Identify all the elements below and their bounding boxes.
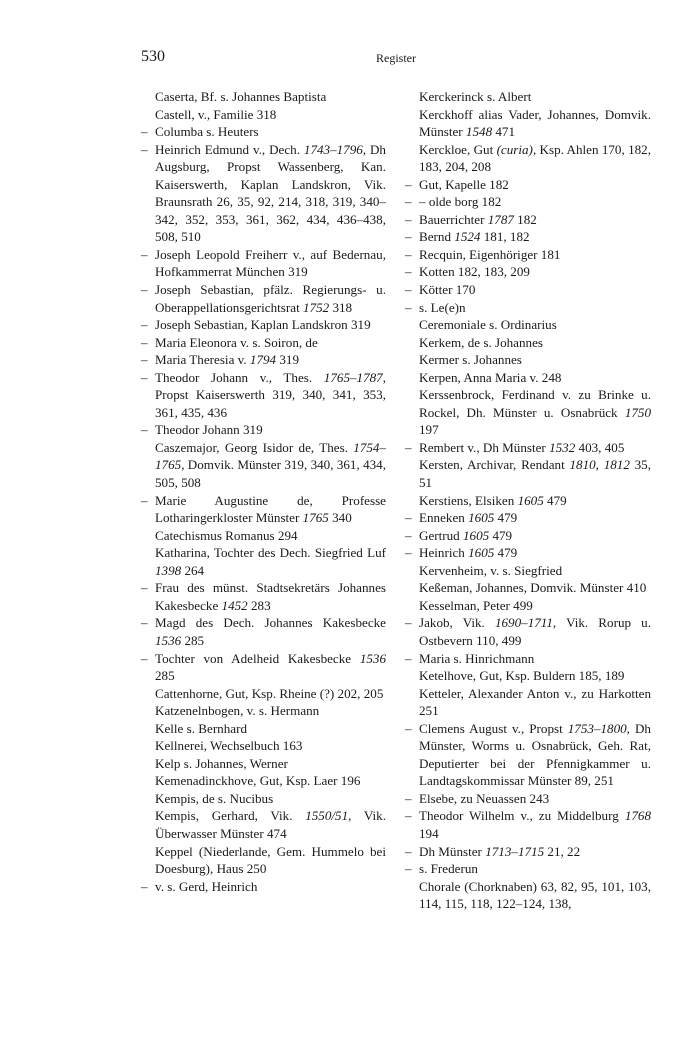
entry-text: Kerssenbrock, Ferdinand v. zu Brinke u. Rockel, Dh. Münster u. Osnabrück [419,387,651,420]
index-entry [141,106,386,124]
entry-text: Kerckerinck s. Albert [419,89,532,104]
entry-text: Marie Augustine de, Professe Lotharingerkloster Münster [155,492,386,526]
entry-text: , Vik. Rorup u. Ostbevern 110, 499 [419,615,651,648]
index-subentry [405,176,651,194]
index-subentry [405,860,651,878]
entry-dash: – [405,527,412,543]
page-number: 530 [141,48,165,65]
entry-text: 340 [328,510,352,526]
entry-text: Kempis, de s. Nucibus [155,790,274,806]
entry-dash: – [141,352,148,368]
entry-dash: – [405,176,412,192]
entry-text: Kelp s. Johannes, Werner [155,755,288,771]
entry-dash: – [141,422,148,438]
index-entry [141,544,386,579]
index-entry [141,720,386,738]
entry-date: 1532 [549,439,576,455]
entry-text: Dh Münster [419,843,486,859]
index-entry [405,878,651,913]
index-entry [141,772,386,790]
entry-text: , Domvik. Münster 319, 340, 361, 434, 505, 508 [155,457,386,491]
index-subentry [405,299,651,317]
entry-text: 479 [494,545,518,561]
index-subentry [405,193,651,211]
entry-dash: – [141,615,148,631]
entry-text: 479 [489,527,513,543]
entry-dash: – [405,264,412,280]
index-column-left [141,88,386,895]
index-entry [405,685,651,720]
entry-text: Clemens August v., Propst [419,720,568,736]
entry-date: 1713–1715 [485,843,545,859]
index-subentry [141,878,386,896]
entry-text: Kerpen, Anna Maria v. 248 [419,369,562,385]
entry-text: Kempis, Gerhard, Vik. [155,808,306,824]
entry-dash: – [141,369,148,385]
entry-text: s. Frederun [419,861,478,877]
entry-date: 1524 [454,229,481,245]
entry-dash: – [141,580,148,596]
entry-text: Castell, v., Familie 318 [155,106,277,122]
index-entry [405,141,651,176]
index-entry [141,755,386,773]
entry-date: 1605 [468,510,495,526]
entry-text: Elsebe, zu Neuassen 243 [419,790,550,806]
entry-text: 264 [181,562,205,578]
entry-text: Keppel (Niederlande, Gem. Hummelo bei Doesburg), Haus 250 [155,843,386,877]
index-subentry [405,509,651,527]
entry-date: 1810, 1812 [569,457,630,473]
entry-text: Joseph Sebastian, pfälz. Regierungs- u. Oberappellationsgerichtsrat [155,282,386,315]
entry-text: Bernd [419,229,455,245]
entry-text: Cattenhorne, Gut, Ksp. Rheine (?) 202, 205 [155,685,384,701]
entry-date: 1690–1711 [494,615,553,631]
entry-text: s. Le(e)n [419,299,466,315]
index-entry [405,386,651,439]
entry-text: Heinrich [419,545,469,561]
index-entry [141,685,386,703]
index-entry [141,439,386,492]
entry-dash: – [405,650,412,666]
index-subentry [141,334,386,352]
entry-text: Caszemajor, Georg Isidor de, Thes. [155,439,354,455]
entry-text: Kellnerei, Wechselbuch 163 [155,738,303,754]
entry-date: 1752 [302,299,330,315]
index-entry [405,456,651,491]
entry-date: 1548 [465,124,493,140]
index-subentry [141,579,386,614]
entry-date: 1750 [624,404,651,420]
entry-dash: – [141,246,148,262]
page-header [141,48,651,68]
index-entry [141,807,386,842]
index-subentry [141,369,386,422]
entry-text: Ceremoniale s. Ordinarius [419,317,557,333]
entry-date: 1787 [487,211,514,227]
index-subentry [405,228,651,246]
index-subentry [405,843,651,861]
entry-date: 1765 [302,510,329,526]
index-subentry [405,614,651,649]
entry-text: 285 [155,668,175,684]
entry-text: 35, 51 [419,457,651,491]
entry-text: Rembert v., Dh Münster [419,439,550,455]
index-subentry [141,650,386,685]
entry-dash: – [141,334,148,350]
index-subentry [405,544,651,562]
entry-text: Joseph Sebastian, Kaplan Landskron 319 [155,317,371,333]
entry-text: Kesselman, Peter 499 [419,597,533,613]
index-entry [405,667,651,685]
index-entry [141,843,386,878]
index-subentry [405,439,651,457]
entry-dash: – [405,545,412,561]
entry-date: 1536 [155,632,182,648]
entry-text: 21, 22 [544,843,581,859]
entry-dash: – [405,299,412,315]
index-entry [141,790,386,808]
entry-text: Kelle s. Bernhard [155,720,247,736]
entry-text: 194 [419,825,439,841]
entry-text: Enneken [419,510,469,526]
entry-text: , Propst Kaiserswerth 319, 340, 341, 353, 361, 435, 436 [155,369,386,420]
index-subentry [141,281,386,316]
running-title: Register [376,51,416,65]
index-entry [405,597,651,615]
index-entry [141,737,386,755]
entry-dash: – [405,790,412,806]
entry-text: Kersten, Archivar, Rendant [419,457,570,473]
entry-text: Gut, Kapelle 182 [419,176,509,192]
entry-dash: – [405,439,412,455]
entry-dash: – [405,229,412,245]
index-subentry [405,720,651,790]
entry-text: , Dh Münster, Worms u. Osnabrück, Geh. Rat, Deputierter bei der Pfennigkammer u. Landtagskommissar Münster 89, 251 [419,720,651,789]
entry-dash: – [141,650,148,666]
entry-text: 197 [419,422,439,438]
entry-dash: – [405,615,412,631]
entry-dash: – [141,282,148,298]
entry-text: 283 [247,597,271,613]
entry-dash: – [405,510,412,526]
entry-text: Maria s. Hinrichmann [419,650,535,666]
entry-text: 403, 405 [575,439,625,455]
index-subentry [141,614,386,649]
entry-date: 1754–1765 [155,439,386,473]
entry-text: Caserta, Bf. s. Johannes Baptista [155,89,327,104]
index-entry [405,562,651,580]
entry-text: 479 [543,492,567,508]
index-subentry [141,123,386,141]
index-entry [405,579,651,597]
entry-dash: – [141,124,148,140]
entry-text: Jakob, Vik. [419,615,495,631]
entry-text: Magd des Dech. Johannes Kakesbecke [155,615,386,631]
index-column-right [405,88,651,913]
entry-text: Bauerrichter [419,211,488,227]
entry-date: 1605 [463,527,490,543]
entry-text: Keßeman, Johannes, Domvik. Münster 410 [419,580,647,596]
entry-text: Kerckloe, Gut [419,141,497,157]
index-entry [405,334,651,352]
entry-text: Kerkem, de s. Johannes [419,334,543,350]
entry-text: 182 [513,211,537,227]
entry-date: 1753–1800 [567,720,627,736]
index-subentry [405,790,651,808]
entry-text: – olde borg 182 [419,194,502,210]
index-subentry [141,246,386,281]
entry-text: 471 [492,124,516,140]
entry-date: 1398 [155,562,182,578]
entry-text: 318 [329,299,353,315]
index-entry [141,527,386,545]
entry-dash: – [405,843,412,859]
index-subentry [405,263,651,281]
entry-text: Kerstiens, Elsiken [419,492,518,508]
entry-text: Maria Eleonora v. s. Soiron, de [155,334,318,350]
entry-date: 1536 [359,650,386,666]
entry-text: , Dh Augsburg, Propst Wassenberg, Kan. Kaiserswerth, Kaplan Landskron, Vik. Braunsrath 26, 35, 92, 214, 318, 319, 340–342, 352, 353, 361, 362, 434, 436–438, 508, 510 [155,141,386,245]
entry-dash: – [141,317,148,333]
entry-text: v. s. Gerd, Heinrich [155,878,258,894]
index-subentry [141,351,386,369]
entry-dash: – [405,861,412,877]
entry-text: Gertrud [419,527,463,543]
entry-text: Kötter 170 [419,282,476,298]
entry-text: Heinrich Edmund v., Dech. [155,141,304,157]
entry-dash: – [405,246,412,262]
entry-dash: – [141,141,148,157]
entry-text: Kotten 182, 183, 209 [419,264,530,280]
entry-text: Frau des münst. Stadtsekretärs Johannes Kakesbecke [155,580,386,613]
entry-text: Ketteler, Alexander Anton v., zu Harkotten 251 [419,685,651,719]
entry-date: 1765–1787 [323,369,383,385]
entry-text: Theodor Wilhelm v., zu Middelburg [419,808,625,824]
entry-text: Ketelhove, Gut, Ksp. Buldern 185, 189 [419,668,625,684]
entry-dash: – [141,878,148,894]
entry-date: 1794 [249,352,277,368]
entry-text: Catechismus Romanus 294 [155,527,298,543]
entry-text: Columba s. Heuters [155,124,259,140]
entry-text: Kermer s. Johannes [419,352,522,368]
entry-text: Maria Theresia v. [155,352,250,368]
entry-text: , Vik. Überwasser Münster 474 [155,808,386,841]
index-subentry [141,141,386,246]
entry-text: 319 [276,352,300,368]
index-entry [141,702,386,720]
entry-text: , Ksp. Ahlen 170, 182, 183, 204, 208 [419,141,651,175]
index-entry [405,88,651,106]
index-subentry [405,281,651,299]
index-entry [405,492,651,510]
entry-date: 1550/51 [305,808,349,824]
index-subentry [405,211,651,229]
index-entry [405,351,651,369]
index-entry [405,369,651,387]
entry-date: 1605 [517,492,544,508]
entry-dash: – [405,194,412,210]
index-subentry [141,492,386,527]
index-subentry [405,650,651,668]
entry-text: 181, 182 [480,229,530,245]
entry-date: 1743–1796 [303,141,363,157]
entry-text: Recquin, Eigenhöriger 181 [419,246,561,262]
entry-text: 479 [494,510,518,526]
entry-text: Kerckhoff alias Vader, Johannes, Domvik. Münster [419,106,651,140]
entry-text: Katharina, Tochter des Dech. Siegfried Luf [155,545,386,561]
entry-dash: – [405,282,412,298]
index-subentry [141,316,386,334]
index-entry [141,88,386,106]
entry-text: 285 [181,632,205,648]
entry-text: Kervenheim, v. s. Siegfried [419,562,563,578]
entry-text: Theodor Johann v., Thes. [155,369,324,385]
entry-text: Kemenadinckhove, Gut, Ksp. Laer 196 [155,773,361,789]
entry-date: (curia) [496,141,533,157]
entry-dash: – [141,492,148,508]
entry-dash: – [405,808,412,824]
index-subentry [405,807,651,842]
entry-text: Chorale (Chorknaben) 63, 82, 95, 101, 103, 114, 115, 118, 122–124, 138, [419,878,651,912]
index-entry [405,316,651,334]
index-entry [405,106,651,141]
entry-text: Tochter von Adelheid Kakesbecke [155,650,360,666]
entry-date: 1452 [221,597,248,613]
entry-text: Joseph Leopold Freiherr v., auf Bedernau, Hofkammerrat München 319 [155,246,386,280]
entry-dash: – [405,211,412,227]
entry-dash: – [405,720,412,736]
entry-date: 1605 [468,545,495,561]
entry-date: 1768 [624,808,651,824]
index-subentry [405,527,651,545]
index-subentry [141,421,386,439]
entry-text: Katzenelnbogen, v. s. Hermann [155,703,320,719]
index-subentry [405,246,651,264]
entry-text: Theodor Johann 319 [155,422,263,438]
